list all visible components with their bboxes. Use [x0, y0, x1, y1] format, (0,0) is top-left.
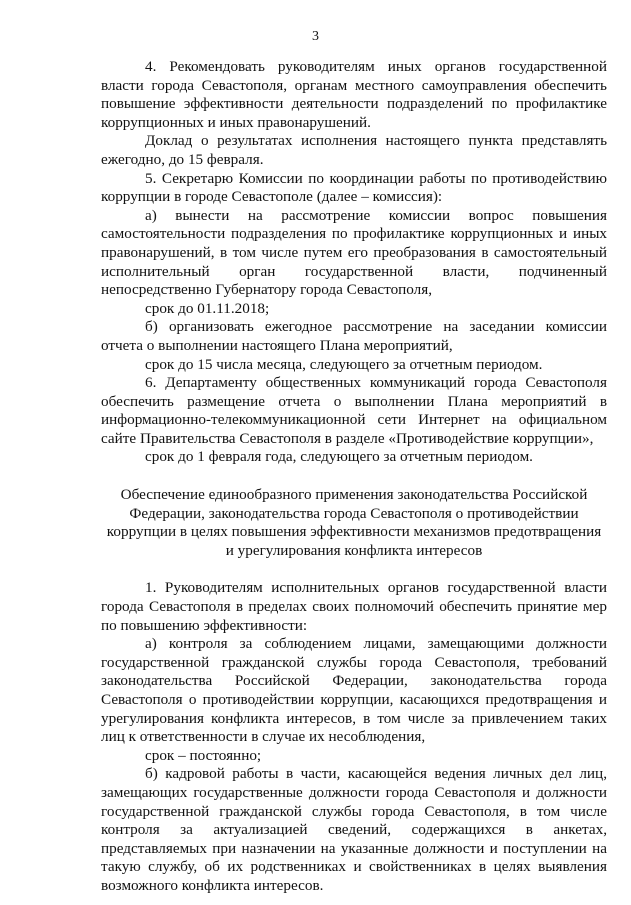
paragraph: б) кадровой работы в части, касающейся ведения личных дел лиц, замещающих государственные должности города Севастополя и должности государственной гражданской службы города Севастополя, в том числе контроля за актуализацией сведений, содержащихся в анкетах, представляемых при назначении на указанные должности и поступлении на такую службу, об их родственниках и свойственниках в целях выявления возможного конфликта интересов.: [101, 765, 607, 894]
paragraph: срок до 1 февраля года, следующего за отчетным периодом.: [145, 448, 533, 466]
paragraph: 1. Руководителям исполнительных органов государственной власти города Севастополя в пределах своих полномочий обеспечить принятие мер по повышению эффективности:: [101, 579, 607, 634]
section-heading: Обеспечение единообразного применения законодательства Российской Федерации, законодательства города Севастополя о противодействии коррупции в целях повышения эффективности механизмов предотвращения и урегулирования конфликта интересов: [106, 486, 602, 559]
paragraph: а) контроля за соблюдением лицами, замещающими должности государственной гражданской службы города Севастополя, требований законодательства Российской Федерации, законодательства города Севастополя о противодействии коррупции, касающихся предотвращения и урегулирования конфликта интересов, в том числе за привлечением таких лиц к ответственности в случае их несоблюдения,: [101, 635, 607, 746]
paragraph: срок до 15 числа месяца, следующего за отчетным периодом.: [145, 355, 543, 373]
paragraph: срок – постоянно;: [145, 746, 262, 764]
paragraph: 4. Рекомендовать руководителям иных органов государственной власти города Севастополя, органам местного самоуправления обеспечить повышение эффективности деятельности подразделений по профилактике коррупционных и иных правонарушений.: [101, 58, 607, 131]
page-number: 3: [312, 29, 319, 44]
document-body: [101, 58, 607, 896]
paragraph: 5. Секретарю Комиссии по координации работы по противодействию коррупции в городе Севастополе (далее – комиссия):: [101, 169, 607, 206]
section-spacer: [101, 560, 607, 579]
paragraph: б) организовать ежегодное рассмотрение на заседании комиссии отчета о выполнении настоящего Плана мероприятий,: [101, 318, 607, 354]
paragraph: Доклад о результатах исполнения настоящего пункта представлять ежегодно, до 15 февраля.: [101, 132, 607, 168]
section-spacer: [101, 467, 607, 486]
paragraph: а) вынести на рассмотрение комиссии вопрос повышения самостоятельности подразделения по профилактике коррупционных и иных правонарушений, в том числе путем его преобразования в самостоятельный исполнительный орган государственной власти, подчиненный непосредственно Губернатору города Севастополя,: [101, 206, 607, 299]
paragraph: 6. Департаменту общественных коммуникаций города Севастополя обеспечить размещение отчета о выполнении Плана мероприятий в информационно-телекоммуникационной сети Интернет на официальном сайте Правительства Севастополя в разделе «Противодействие коррупции»,: [101, 374, 607, 447]
paragraph: срок до 01.11.2018;: [145, 299, 270, 317]
